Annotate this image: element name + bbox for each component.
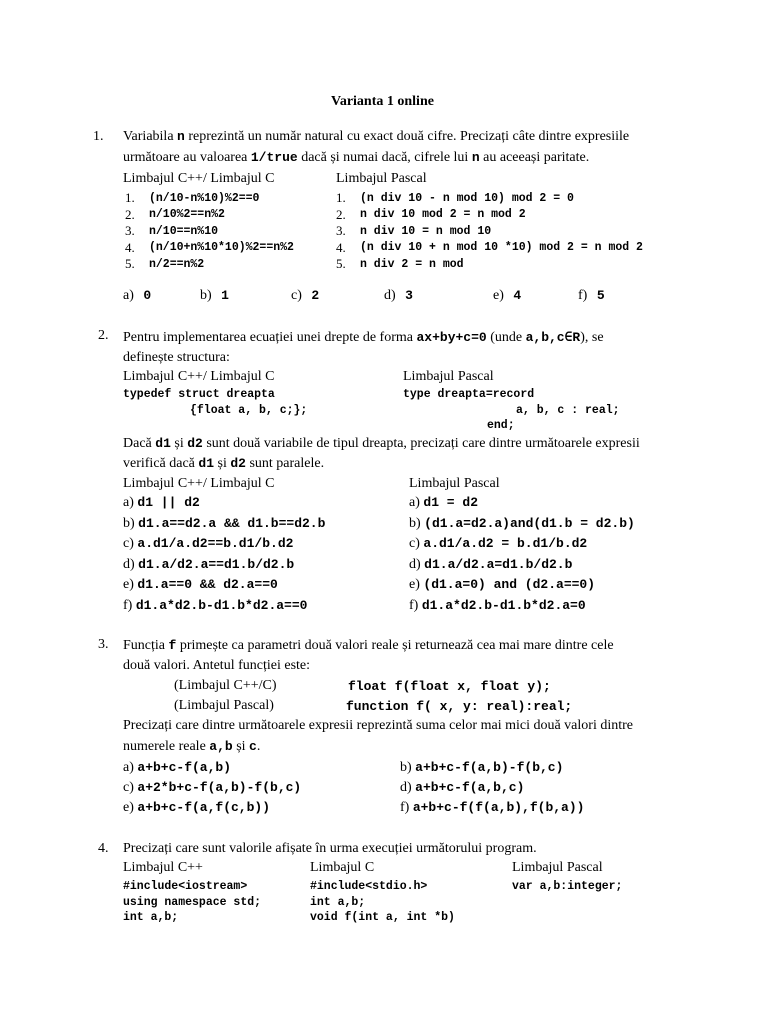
q2-pascal-option xyxy=(409,495,635,516)
q2-c-option xyxy=(123,598,325,619)
q2-pascal-option-code: (d1.a=d2.a)and(d1.b = d2.b) xyxy=(424,515,635,531)
q2-pascal-option xyxy=(409,536,635,557)
q1-pascal-item xyxy=(336,256,643,273)
q3-right-option xyxy=(400,780,584,800)
q3-left-option xyxy=(123,780,301,800)
q3-c-label: (Limbajul C++/C) xyxy=(174,678,277,693)
q2-c-option-label: e) xyxy=(123,577,138,592)
q3-line1: Funcția f primește ca parametri două valori reale și returnează cea mai mare dintre cele xyxy=(123,638,614,653)
q2-pascal-option xyxy=(409,516,635,537)
q3-pascal-label: (Limbajul Pascal) xyxy=(174,698,274,713)
q1-pascal-item-code: (n div 10 - n mod 10) mod 2 = 0 xyxy=(360,191,574,205)
q1-answer-label: f) xyxy=(578,288,591,303)
q3-right-option xyxy=(400,800,584,820)
q1-pascal-item xyxy=(336,223,643,240)
q1-c-item-code: (n/10+n%10*10)%2==n%2 xyxy=(149,241,294,255)
q1-pascal-item-code: n div 2 = n mod xyxy=(360,257,464,271)
q4-pascal-header: Limbajul Pascal xyxy=(512,860,603,875)
q2-c-option xyxy=(123,516,325,537)
q1-line1: Variabila n reprezintă un număr natural cu exact două cifre. Precizați câte dintre expresiile xyxy=(123,129,630,144)
q1-pascal-item xyxy=(336,190,643,207)
q1-answer-option xyxy=(493,288,521,304)
q4-cpp-code-line: using namespace std; xyxy=(123,895,262,909)
q3-line4: numerele reale a,b și c. xyxy=(123,739,261,754)
q1-c-item xyxy=(125,240,294,257)
q1-pascal-list xyxy=(336,190,643,273)
q2-pascal-option-code: d1.a*d2.b-d1.b*d2.a=0 xyxy=(421,597,586,613)
q3-line3: Precizați care dintre următoarele expresii reprezintă suma celor mai mici două valori dintre xyxy=(123,718,633,733)
q3-right-option-label: d) xyxy=(400,780,416,795)
q3-left-option-label: c) xyxy=(123,780,138,795)
q2-pascal-options xyxy=(409,495,635,618)
q2-c-option-code: d1.a==0 && d2.a==0 xyxy=(137,577,278,592)
q4-number: 4. xyxy=(98,841,109,856)
q1-line2: următoare au valoarea 1/true dacă și numai dacă, cifrele lui n au aceeași paritate. xyxy=(123,150,590,165)
q2-c-option-code: d1.a*d2.b-d1.b*d2.a==0 xyxy=(135,597,308,613)
q1-c-item-number: 1. xyxy=(125,190,135,206)
q1-answers xyxy=(123,288,643,306)
q1-answer-option xyxy=(291,288,319,304)
q4-c-code-line: #include<stdio.h> xyxy=(310,880,428,893)
q2-pascal-option-code: (d1.a=0) and (d2.a==0) xyxy=(423,577,596,592)
q3-line2: două valori. Antetul funcției este: xyxy=(123,658,311,673)
q1-c-list xyxy=(125,190,294,273)
q1-pascal-item-code: n div 10 = n mod 10 xyxy=(360,224,492,238)
q1-pascal-item-number: 3. xyxy=(336,223,346,239)
q2-line3: Dacă d1 și d2 sunt două variabile de tipul dreapta, precizați care dintre următoarele expresii xyxy=(123,436,640,451)
q2-pascal-code-2: a, b, c : real; xyxy=(516,404,620,417)
q2-pascal-header: Limbajul Pascal xyxy=(403,369,494,384)
q3-left-option-label: e) xyxy=(123,800,138,815)
q2-c-option xyxy=(123,536,325,557)
q3-right-option-code: a+b+c-f(a,b)-f(b,c) xyxy=(415,760,564,775)
q2-c-option xyxy=(123,495,325,516)
q1-answer-value: 2 xyxy=(311,288,320,303)
q3-left-option xyxy=(123,800,301,820)
q4-cpp-header: Limbajul C++ xyxy=(123,860,203,875)
q4-cpp-code xyxy=(123,879,261,926)
q3-left-option-code: a+2*b+c-f(a,b)-f(b,c) xyxy=(137,780,302,795)
q3-pascal-code: function f( x, y: real):real; xyxy=(346,699,573,714)
q2-pascal-option-label: a) xyxy=(409,495,424,510)
q3-c-code: float f(float x, float y); xyxy=(348,679,551,694)
q2-c-option-code: d1.a==d2.a && d1.b==d2.b xyxy=(138,515,326,531)
q1-c-item xyxy=(125,223,294,240)
q2-line2: definește structura: xyxy=(123,350,230,365)
q2-c-header: Limbajul C++/ Limbajul C xyxy=(123,369,275,384)
q2-c-option-label: f) xyxy=(123,597,136,613)
q3-right-option-label: b) xyxy=(400,760,416,775)
q1-answer-value: 3 xyxy=(405,288,413,303)
q1-answer-label: c) xyxy=(291,288,306,303)
q1-c-item xyxy=(125,207,294,224)
q2-c-options xyxy=(123,495,325,618)
q1-answer-label: b) xyxy=(200,288,216,303)
q1-pascal-item-number: 4. xyxy=(336,239,346,255)
q1-answer-option xyxy=(123,288,151,304)
q2-c-option-label: c) xyxy=(123,536,138,551)
q4-pascal-code-line: var a,b:integer; xyxy=(512,880,623,893)
q1-pascal-item xyxy=(336,240,643,257)
q2-pascal-option-code: a.d1/a.d2 = b.d1/b.d2 xyxy=(423,536,588,551)
q3-left-options xyxy=(123,760,301,820)
q1-answer-option xyxy=(200,288,229,304)
q1-c-item-number: 5. xyxy=(125,256,135,272)
q1-c-item-number: 4. xyxy=(125,239,135,255)
q2-c-option-label: b) xyxy=(123,515,139,531)
q2-number: 2. xyxy=(98,328,109,343)
q1-c-header: Limbajul C++/ Limbajul C xyxy=(123,171,275,186)
q2-pascal-header-2: Limbajul Pascal xyxy=(409,476,500,491)
q4-cpp-code-line: #include<iostream> xyxy=(123,880,248,893)
q3-right-option-code: a+b+c-f(f(a,b),f(b,a)) xyxy=(412,800,585,815)
q1-c-item xyxy=(125,190,294,207)
q2-pascal-option-label: b) xyxy=(409,515,425,531)
q2-pascal-code-1: type dreapta=record xyxy=(403,388,535,401)
q1-answer-label: a) xyxy=(123,288,138,303)
q1-answers-row xyxy=(123,288,643,306)
q1-answer-label: d) xyxy=(384,288,400,303)
q3-left-option xyxy=(123,760,301,780)
q2-c-option-code: a.d1/a.d2==b.d1/b.d2 xyxy=(137,536,294,551)
q1-c-item-code: n/10%2==n%2 xyxy=(149,208,225,222)
q1-answer-value: 1 xyxy=(221,288,229,303)
q2-c-option-code: d1.a/d2.a==d1.b/d2.b xyxy=(138,556,295,572)
q2-pascal-option xyxy=(409,577,635,598)
q1-c-item-code: (n/10-n%10)%2==0 xyxy=(149,191,260,205)
q2-c-header-2: Limbajul C++/ Limbajul C xyxy=(123,476,275,491)
q2-pascal-option-label: c) xyxy=(409,536,424,551)
q3-left-option-label: a) xyxy=(123,760,138,775)
q3-right-option xyxy=(400,760,584,780)
q2-pascal-code-3: end; xyxy=(487,419,515,432)
q1-answer-option xyxy=(578,288,605,304)
q4-cpp-code-line: int a,b; xyxy=(123,911,179,924)
q1-number: 1. xyxy=(93,129,104,144)
q2-line4: verifică dacă d1 și d2 sunt paralele. xyxy=(123,456,325,471)
q3-right-option-label: f) xyxy=(400,800,413,815)
q1-c-item-number: 3. xyxy=(125,223,135,239)
q2-c-code-1: typedef struct dreapta xyxy=(123,388,275,401)
q1-answer-label: e) xyxy=(493,288,508,303)
q2-pascal-option-code: d1 = d2 xyxy=(423,495,478,510)
q2-pascal-option-label: f) xyxy=(409,597,422,613)
q1-c-item-number: 2. xyxy=(125,206,135,222)
q1-pascal-item-number: 2. xyxy=(336,206,346,222)
q2-c-option-label: a) xyxy=(123,495,138,510)
q1-answer-option xyxy=(384,288,413,304)
q1-c-item xyxy=(125,256,294,273)
q3-left-option-code: a+b+c-f(a,b) xyxy=(137,760,232,775)
q1-pascal-item-number: 5. xyxy=(336,256,346,272)
q4-line1: Precizați care sunt valorile afișate în urma execuției următorului program. xyxy=(123,841,537,856)
q4-c-code-line: int a,b; xyxy=(310,895,366,909)
q3-number: 3. xyxy=(98,637,109,652)
q4-c-code-line: void f(int a, int *b) xyxy=(310,911,455,924)
q1-pascal-item-code: n div 10 mod 2 = n mod 2 xyxy=(360,208,526,222)
q1-pascal-header: Limbajul Pascal xyxy=(336,171,427,186)
q2-c-option xyxy=(123,557,325,578)
q3-right-options xyxy=(400,760,584,820)
q2-pascal-option xyxy=(409,557,635,578)
q2-pascal-option-label: d) xyxy=(409,556,425,572)
q1-pascal-item-number: 1. xyxy=(336,190,346,206)
q2-pascal-option xyxy=(409,598,635,619)
q4-c-code xyxy=(310,879,455,926)
q2-line1: Pentru implementarea ecuației unei drepte de forma ax+by+c=0 (unde a,b,c∈R), se xyxy=(123,330,604,345)
q1-answer-value: 4 xyxy=(513,288,522,303)
q2-c-option-label: d) xyxy=(123,556,139,572)
q1-pascal-item-code: (n div 10 + n mod 10 *10) mod 2 = n mod 2 xyxy=(360,241,643,255)
page-title: Varianta 1 online xyxy=(331,94,434,109)
q1-answer-value: 0 xyxy=(143,288,152,303)
q2-c-option xyxy=(123,577,325,598)
q2-pascal-option-label: e) xyxy=(409,577,424,592)
q4-c-header: Limbajul C xyxy=(310,860,375,875)
q4-pascal-code xyxy=(512,879,622,895)
q3-right-option-code: a+b+c-f(a,b,c) xyxy=(415,780,525,795)
q2-pascal-option-code: d1.a/d2.a=d1.b/d2.b xyxy=(424,556,573,572)
q2-c-option-code: d1 || d2 xyxy=(137,495,200,510)
q2-c-code-2: {float a, b, c;}; xyxy=(190,404,308,417)
q1-pascal-item xyxy=(336,207,643,224)
q3-left-option-code: a+b+c-f(a,f(c,b)) xyxy=(137,800,271,815)
q1-answer-value: 5 xyxy=(596,288,605,303)
q1-c-item-code: n/10==n%10 xyxy=(149,224,219,238)
q1-c-item-code: n/2==n%2 xyxy=(149,257,205,271)
